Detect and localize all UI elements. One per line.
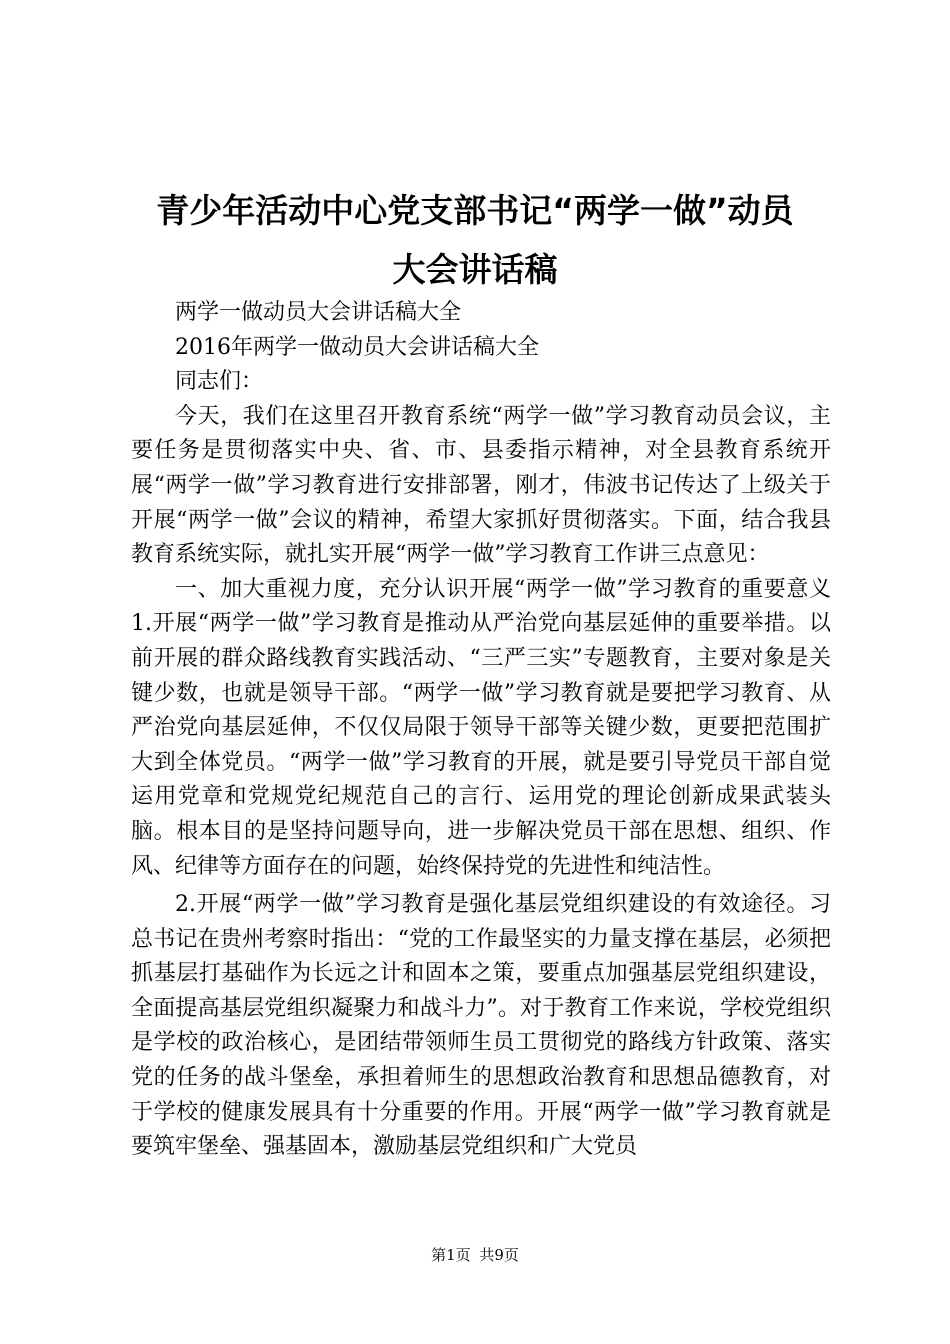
paragraph-section-2: 2.开展“两学一做”学习教育是强化基层党组织建设的有效途径。习总书记在贵州考察时指出：“党的工作最坚实的力量支撑在基层，必须把抓基层打基础作为长远之计和固本之策，要重点加强基层党组织建设，全面提高基层党组织凝聚力和战斗力”。对于教育工作来说，学校党组织是学校的政治核心，是团结带领师生员工贯彻党的路线方针政策、落实党的任务的战斗堡垒，承担着师生的思想政治教育和思想品德教育，对于学校的健康发展具有十分重要的作用。开展“两学一做”学习教育就是要筑牢堡垒、强基固本，激励基层党组织和广大党员 (131, 892, 831, 1160)
page-number-total: 共9页 (479, 1246, 519, 1264)
document-title-line-1: 青少年活动中心党支部书记“两学一做”动员 (156, 191, 794, 230)
document-title-line-2: 大会讲话稿 (392, 250, 558, 289)
paragraph-intro: 今天，我们在这里召开教育系统“两学一做”学习教育动员会议，主要任务是贯彻落实中央、省、市、县委指示精神，对全县教育系统开展“两学一做”学习教育进行安排部署，刚才，伟波书记传达了上级关于开展“两学一做”会议的精神，希望大家抓好贯彻落实。下面，结合我县教育系统实际，就扎实开展“两学一做”学习教育工作讲三点意见： (131, 403, 831, 568)
paragraph-subtitle-1: 两学一做动员大会讲话稿大全 (175, 300, 462, 325)
paragraph-subtitle-2: 2016年两学一做动员大会讲话稿大全 (175, 334, 539, 360)
document-body (131, 296, 831, 1165)
page-footer (0, 1245, 950, 1265)
paragraph-section-1: 一、加大重视力度，充分认识开展“两学一做”学习教育的重要意义1.开展“两学一做”学习教育是推动从严治党向基层延伸的重要举措。以前开展的群众路线教育实践活动、“三严三实”专题教育，主要对象是关键少数，也就是领导干部。“两学一做”学习教育就是要把学习教育、从严治党向基层延伸，不仅仅局限于领导干部等关键少数，更要把范围扩大到全体党员。“两学一做”学习教育的开展，就是要引导党员干部自觉运用党章和党规党纪规范自己的言行、运用党的理论创新成果武装头脑。根本目的是坚持问题导向，进一步解决党员干部在思想、组织、作风、纪律等方面存在的问题，始终保持党的先进性和纯洁性。 (131, 576, 831, 879)
paragraph-salutation: 同志们： (175, 369, 264, 395)
page-number-current: 第1页 (431, 1246, 471, 1264)
